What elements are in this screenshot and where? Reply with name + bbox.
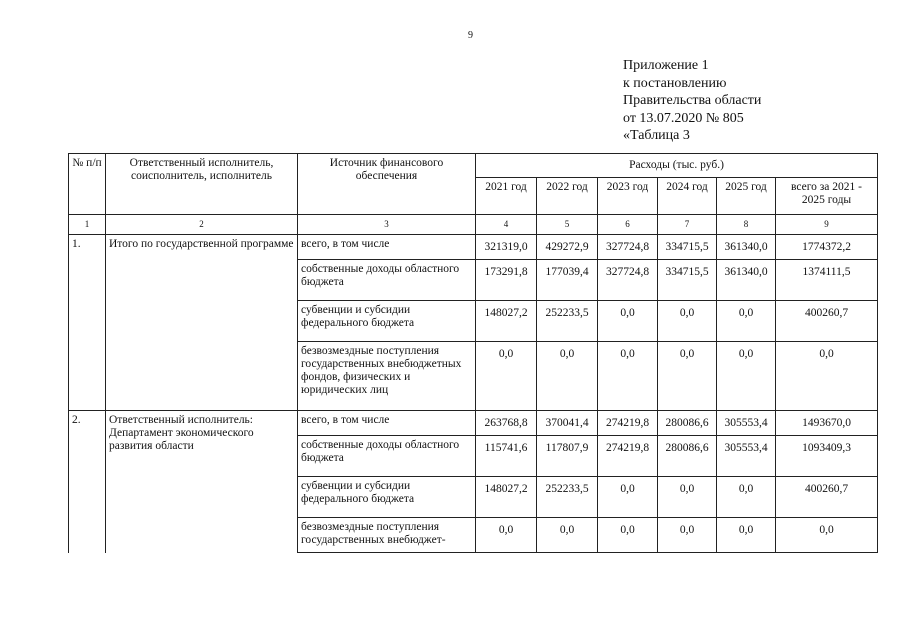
value-cell: 117807,9	[537, 436, 598, 477]
value-cell: 0,0	[537, 342, 598, 411]
value-cell: 0,0	[717, 342, 776, 411]
value-cell: 0,0	[658, 518, 717, 553]
column-index: 9	[776, 215, 878, 235]
value-cell: 1093409,3	[776, 436, 878, 477]
column-index: 6	[598, 215, 658, 235]
page-number: 9	[468, 30, 473, 41]
header-executor: Ответственный исполнитель, соисполнитель, исполнитель	[106, 154, 298, 215]
row-number: 1.	[69, 235, 106, 411]
row-source: безвозмездные поступления государственных внебюджетных фондов, физических и юридических лиц	[298, 342, 476, 411]
value-cell: 0,0	[776, 342, 878, 411]
header-year: 2024 год	[658, 178, 717, 215]
value-cell: 1774372,2	[776, 235, 878, 260]
value-cell: 0,0	[776, 518, 878, 553]
value-cell: 115741,6	[476, 436, 537, 477]
row-source: безвозмездные поступления государственных внебюджет-	[298, 518, 476, 553]
table-row	[69, 235, 878, 260]
value-cell: 173291,8	[476, 260, 537, 301]
value-cell: 148027,2	[476, 477, 537, 518]
row-source: субвенции и субсидии федерального бюджета	[298, 477, 476, 518]
column-index: 2	[106, 215, 298, 235]
value-cell: 0,0	[598, 518, 658, 553]
value-cell: 400260,7	[776, 301, 878, 342]
value-cell: 252233,5	[537, 477, 598, 518]
value-cell: 148027,2	[476, 301, 537, 342]
value-cell: 177039,4	[537, 260, 598, 301]
header-year: 2021 год	[476, 178, 537, 215]
value-cell: 0,0	[598, 342, 658, 411]
value-cell: 361340,0	[717, 235, 776, 260]
value-cell: 400260,7	[776, 477, 878, 518]
value-cell: 0,0	[658, 342, 717, 411]
row-number: 2.	[69, 411, 106, 553]
value-cell: 0,0	[476, 342, 537, 411]
appendix-line-3: Правительства области	[623, 93, 762, 108]
value-cell: 274219,8	[598, 436, 658, 477]
table-row	[69, 411, 878, 436]
value-cell: 252233,5	[537, 301, 598, 342]
column-index: 3	[298, 215, 476, 235]
header-expenses: Расходы (тыс. руб.)	[476, 154, 878, 178]
value-cell: 0,0	[717, 477, 776, 518]
row-source: субвенции и субсидии федерального бюджета	[298, 301, 476, 342]
value-cell: 263768,8	[476, 411, 537, 436]
value-cell: 280086,6	[658, 411, 717, 436]
value-cell: 334715,5	[658, 235, 717, 260]
value-cell: 361340,0	[717, 260, 776, 301]
row-source: всего, в том числе	[298, 235, 476, 260]
header-year: 2023 год	[598, 178, 658, 215]
header-year: 2022 год	[537, 178, 598, 215]
value-cell: 0,0	[598, 477, 658, 518]
header-total: всего за 2021 - 2025 годы	[776, 178, 878, 215]
row-source: всего, в том числе	[298, 411, 476, 436]
row-executor: Итого по государственной программе	[106, 235, 298, 411]
column-index: 1	[69, 215, 106, 235]
value-cell: 327724,8	[598, 235, 658, 260]
column-index: 5	[537, 215, 598, 235]
appendix-line-4: от 13.07.2020 № 805	[623, 110, 744, 126]
value-cell: 0,0	[658, 301, 717, 342]
value-cell: 321319,0	[476, 235, 537, 260]
appendix-line-5: «Таблица 3	[623, 128, 690, 143]
value-cell: 0,0	[717, 518, 776, 553]
value-cell: 327724,8	[598, 260, 658, 301]
value-cell: 1493670,0	[776, 411, 878, 436]
appendix-line-2: к постановлению	[623, 75, 727, 91]
row-source: собственные доходы областного бюджета	[298, 260, 476, 301]
header-row	[69, 154, 878, 178]
value-cell: 0,0	[598, 301, 658, 342]
value-cell: 280086,6	[658, 436, 717, 477]
column-index: 7	[658, 215, 717, 235]
column-index-row	[69, 215, 878, 235]
expenses-table	[68, 153, 878, 553]
value-cell: 0,0	[658, 477, 717, 518]
row-executor: Ответственный исполнитель: Департамент экономического развития области	[106, 411, 298, 553]
value-cell: 305553,4	[717, 436, 776, 477]
appendix-line-1: Приложение 1	[623, 58, 709, 73]
appendix-note	[623, 57, 761, 145]
header-num: № п/п	[69, 154, 106, 215]
value-cell: 305553,4	[717, 411, 776, 436]
header-year: 2025 год	[717, 178, 776, 215]
value-cell: 0,0	[476, 518, 537, 553]
header-source: Источник финансового обеспечения	[298, 154, 476, 215]
value-cell: 0,0	[717, 301, 776, 342]
column-index: 4	[476, 215, 537, 235]
row-source: собственные доходы областного бюджета	[298, 436, 476, 477]
value-cell: 429272,9	[537, 235, 598, 260]
value-cell: 370041,4	[537, 411, 598, 436]
value-cell: 0,0	[537, 518, 598, 553]
value-cell: 274219,8	[598, 411, 658, 436]
value-cell: 334715,5	[658, 260, 717, 301]
column-index: 8	[717, 215, 776, 235]
value-cell: 1374111,5	[776, 260, 878, 301]
